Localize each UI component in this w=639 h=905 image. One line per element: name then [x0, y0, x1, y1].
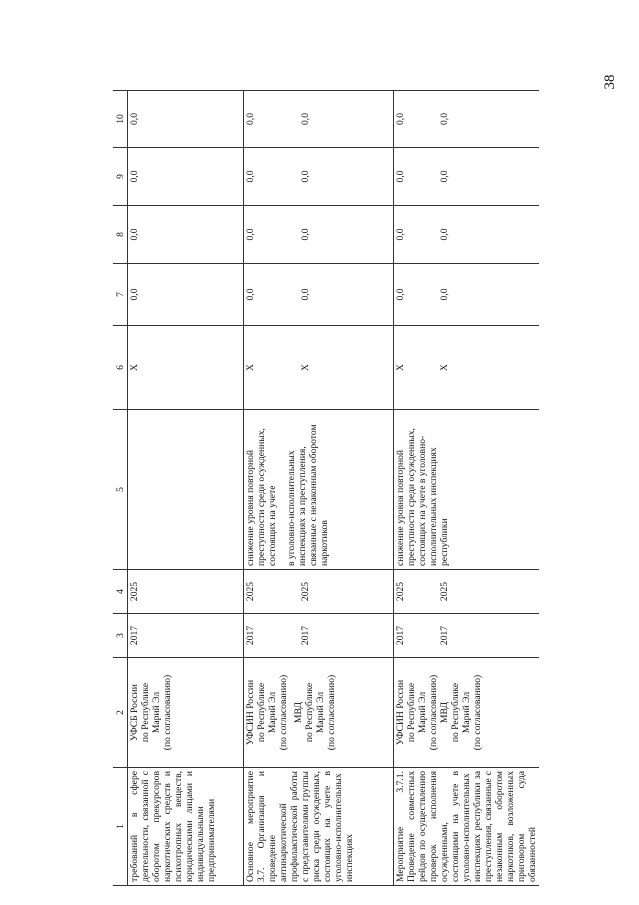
end-year: 2025 — [128, 570, 244, 614]
value: 0,0 — [395, 288, 406, 301]
value-cell — [244, 264, 394, 326]
value-cell — [394, 264, 540, 326]
executor-line: (по согласованию) — [472, 674, 483, 751]
column-header: 2 — [113, 658, 128, 768]
activity-description: Основное мероприятие 3.7. Организация и проведение антинаркотической профилактической работы с представителями группы риска среди осужденных, состоящих на учете в уголовно-исполнительных инспекциях — [244, 768, 394, 886]
value: 0,0 — [439, 228, 450, 241]
activity-description: требований в сфере деятельности, связанной с оборотом прекурсоров наркотических средств и психотропных веществ, юридическими лицами и индивидуальными предпринимателями — [128, 768, 244, 886]
mark: X — [395, 364, 406, 371]
value-cell — [394, 91, 540, 148]
start-year-cell — [394, 614, 540, 658]
column-header: 4 — [113, 570, 128, 614]
column-header: 5 — [113, 410, 128, 570]
start-year: 2017 — [128, 614, 244, 658]
value-cell — [394, 206, 540, 264]
expected-result-cell — [244, 410, 394, 570]
value: 0,0 — [245, 288, 256, 301]
mark-cell — [394, 326, 540, 410]
start-year: 2017 — [300, 625, 311, 646]
end-year-cell — [394, 570, 540, 614]
value-cell — [244, 206, 394, 264]
executor-line: (по согласованию) — [278, 674, 289, 751]
value: 0,0 — [300, 113, 311, 125]
executor-line: Марий Эл — [267, 691, 278, 734]
end-year: 2025 — [245, 581, 256, 602]
column-header: 6 — [113, 326, 128, 410]
expected-result: снижение уровня повторной преступности среди осужденных, состоящих на учете — [245, 428, 278, 566]
value: 0,0 — [245, 113, 256, 125]
executor-line: Марий Эл — [461, 691, 472, 734]
value: 0,0 — [395, 113, 406, 125]
value: 0,0 — [395, 170, 406, 183]
value-cell: 0,0 — [128, 148, 244, 206]
expected-result: снижение уровня повторной преступности среди осужденных, состоящих на учете в уголовно-исполнительных инспекциях республики — [394, 410, 540, 570]
executor-line: МВД — [293, 701, 304, 724]
value-cell — [244, 91, 394, 148]
value: 0,0 — [395, 228, 406, 241]
executor-line: УФСИН России — [395, 679, 406, 746]
column-number-row — [113, 91, 128, 886]
mark: X — [245, 364, 256, 371]
executor-line: МВД — [439, 701, 450, 724]
executor-line: УФСИН России — [245, 679, 256, 746]
value: 0,0 — [245, 228, 256, 241]
value: 0,0 — [300, 288, 311, 301]
value: 0,0 — [439, 170, 450, 183]
executor-cell — [128, 658, 244, 768]
start-year: 2017 — [439, 625, 450, 646]
executor-line: (по согласованию) — [428, 674, 439, 751]
mark: X — [300, 364, 311, 371]
table-row — [244, 91, 394, 886]
value-cell: 0,0 — [128, 264, 244, 326]
value-cell: 0,0 — [128, 206, 244, 264]
column-header: 8 — [113, 206, 128, 264]
start-year: 2017 — [395, 625, 406, 646]
table-row — [128, 91, 244, 886]
value: 0,0 — [245, 170, 256, 183]
end-year-cell — [244, 570, 394, 614]
end-year: 2025 — [300, 581, 311, 602]
table-row — [394, 91, 540, 886]
executor-line: по Республике — [450, 682, 461, 743]
value-cell — [244, 148, 394, 206]
value: 0,0 — [300, 170, 311, 183]
value: 0,0 — [439, 288, 450, 301]
start-year-cell — [244, 614, 394, 658]
executor-line: по Республике — [406, 682, 417, 743]
mark: X — [439, 364, 450, 371]
column-header: 9 — [113, 148, 128, 206]
executor-line: (по согласованию) — [326, 674, 337, 751]
executor-cell — [394, 658, 540, 768]
executor-line: по Республике — [304, 682, 315, 743]
executor-line: Марий Эл — [417, 691, 428, 734]
value-cell: 0,0 — [128, 91, 244, 148]
column-header: 1 — [113, 768, 128, 886]
expected-result: в уголовно-исполнительных инспекциях за преступления, связанные с незаконным оборотом наркотиков — [286, 424, 330, 566]
page-number: 38 — [602, 74, 618, 90]
expected-result — [128, 410, 244, 570]
start-year: 2017 — [245, 625, 256, 646]
program-activities-table — [113, 90, 539, 886]
value: 0,0 — [300, 228, 311, 241]
executor-line: по Республике — [140, 682, 151, 743]
column-header: 3 — [113, 614, 128, 658]
column-header: 7 — [113, 264, 128, 326]
executor-line: Марий Эл — [151, 691, 162, 734]
executor-line: Марий Эл — [315, 691, 326, 734]
activity-description: Мероприятие 3.7.1. Проведение совместных рейдов по осуществлению проверок исполнения осужденными, состоящими на учете в уголовно-исполнительных инспекциях республики за преступления, связанные с незаконным оборотом наркотиков, возложенных приговором суда обязанностей — [394, 768, 540, 886]
rotated-table-container — [113, 91, 538, 886]
end-year: 2025 — [395, 581, 406, 602]
executor-cell — [244, 658, 394, 768]
executor-line: (по согласованию) — [162, 674, 173, 751]
end-year: 2025 — [439, 581, 450, 602]
mark-cell: X — [128, 326, 244, 410]
executor-line: УФСБ России — [129, 684, 140, 741]
value: 0,0 — [439, 113, 450, 125]
mark-cell — [244, 326, 394, 410]
value-cell — [394, 148, 540, 206]
executor-line: по Республике — [256, 682, 267, 743]
column-header: 10 — [113, 91, 128, 148]
